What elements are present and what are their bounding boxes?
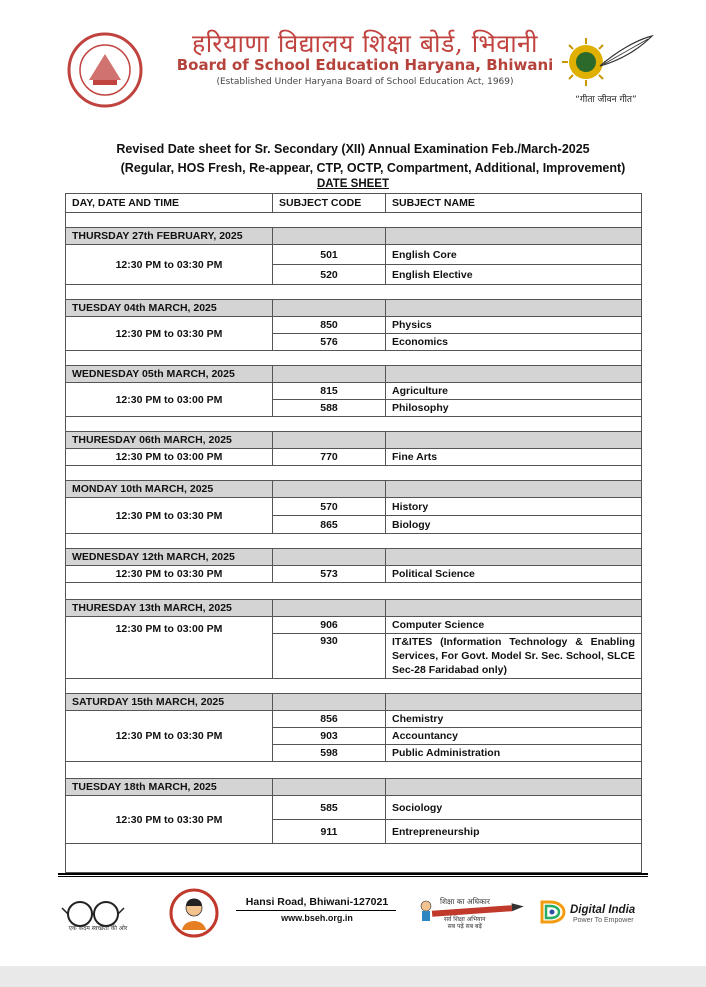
subject-code: 815 [273, 383, 386, 400]
document-subtitle: (Regular, HOS Fresh, Re-appear, CTP, OCTP, Compartment, Additional, Improvement) [120, 161, 626, 175]
digital-india-title: Digital India [570, 904, 636, 916]
bseh-seal-icon [55, 30, 155, 110]
exam-time: 12:30 PM to 03:30 PM [66, 566, 273, 583]
exam-day: WEDNESDAY 12th MARCH, 2025 [66, 549, 273, 566]
swachh-tagline: एक कदम स्वच्छता की ओर [68, 925, 128, 932]
subject-name: Accountancy [386, 728, 642, 745]
subject-code: 770 [273, 449, 386, 466]
exam-time: 12:30 PM to 03:30 PM [66, 245, 273, 285]
subject-name: Physics [386, 317, 642, 334]
subject-name: History [386, 498, 642, 516]
table-row [66, 245, 642, 265]
table-row [66, 566, 642, 583]
day-row [66, 432, 642, 449]
subject-code: 520 [273, 265, 386, 285]
subject-name: English Elective [386, 265, 642, 285]
letterhead [0, 0, 706, 120]
subject-name: Computer Science [386, 617, 642, 634]
exam-time: 12:30 PM to 03:00 PM [66, 617, 273, 679]
beti-bachao-icon [166, 888, 222, 938]
subject-code: 911 [273, 820, 386, 844]
subject-name: IT&ITES (Information Technology & Enabling Services, For Govt. Model Sr. Sec. School, SLCE Sec-28 Faridabad only) [386, 634, 642, 679]
date-sheet-heading: DATE SHEET [317, 178, 389, 190]
rte-tagline [444, 916, 485, 930]
table-row [66, 498, 642, 516]
subject-name: Sociology [386, 796, 642, 820]
sun-quill-emblem-icon [556, 32, 656, 88]
subject-name: Public Administration [386, 745, 642, 762]
spacer-row [66, 213, 642, 228]
table-row [66, 449, 642, 466]
board-motto: “गीता जीवन गीत” [575, 95, 637, 105]
subject-code: 570 [273, 498, 386, 516]
exam-day: THURESDAY 13th MARCH, 2025 [66, 600, 273, 617]
subject-name: Philosophy [386, 400, 642, 417]
exam-day: TUESDAY 04th MARCH, 2025 [66, 300, 273, 317]
subject-name: Fine Arts [386, 449, 642, 466]
column-header-day: DAY, DATE AND TIME [66, 194, 273, 213]
day-row [66, 549, 642, 566]
column-header-subject: SUBJECT NAME [386, 194, 642, 213]
subject-code: 850 [273, 317, 386, 334]
table-row [66, 796, 642, 820]
spacer-row [66, 534, 642, 549]
subject-code: 585 [273, 796, 386, 820]
day-row [66, 600, 642, 617]
address-divider [236, 910, 396, 911]
exam-time: 12:30 PM to 03:30 PM [66, 796, 273, 844]
subject-name: Political Science [386, 566, 642, 583]
swachh-bharat-icon [58, 898, 138, 938]
spacer-row [66, 762, 642, 779]
day-row [66, 228, 642, 245]
spacer-row [66, 844, 642, 873]
document-title: Revised Date sheet for Sr. Secondary (XII) Annual Examination Feb./March-2025 [116, 142, 590, 156]
table-row [66, 317, 642, 334]
subject-name: Entrepreneurship [386, 820, 642, 844]
subject-code: 906 [273, 617, 386, 634]
subject-code: 865 [273, 516, 386, 534]
exam-time: 12:30 PM to 03:30 PM [66, 317, 273, 351]
exam-day: WEDNESDAY 05th MARCH, 2025 [66, 366, 273, 383]
subject-code: 573 [273, 566, 386, 583]
footer-divider [58, 873, 648, 875]
spacer-row [66, 417, 642, 432]
established-note: (Established Under Haryana Board of School Education Act, 1969) [216, 77, 514, 87]
board-hindi-title: हरियाणा विद्यालय शिक्षा बोर्ड, भिवानी [191, 29, 539, 58]
column-header-code: SUBJECT CODE [273, 194, 386, 213]
day-row [66, 300, 642, 317]
page-bottom-band [0, 966, 706, 987]
subject-code: 930 [273, 634, 386, 679]
rte-title: शिक्षा का अधिकार [440, 897, 490, 906]
board-website[interactable]: www.bseh.org.in [281, 913, 353, 923]
table-header-row [66, 194, 642, 213]
subject-code: 903 [273, 728, 386, 745]
digital-india-tagline: Power To Empower [573, 917, 634, 924]
rte-tagline-line: सर्व शिक्षा अभियान [444, 916, 486, 923]
subject-code: 598 [273, 745, 386, 762]
spacer-row [66, 583, 642, 600]
subject-code: 501 [273, 245, 386, 265]
exam-day: SATURDAY 15th MARCH, 2025 [66, 694, 273, 711]
subject-name: Biology [386, 516, 642, 534]
exam-day: THURSDAY 27th FEBRUARY, 2025 [66, 228, 273, 245]
exam-time: 12:30 PM to 03:30 PM [66, 711, 273, 762]
spacer-row [66, 351, 642, 366]
exam-time: 12:30 PM to 03:30 PM [66, 498, 273, 534]
digital-india-icon [536, 898, 568, 926]
date-sheet-table [65, 193, 642, 873]
table-row [66, 383, 642, 400]
spacer-row [66, 285, 642, 300]
subject-code: 588 [273, 400, 386, 417]
subject-name: Economics [386, 334, 642, 351]
subject-name: Agriculture [386, 383, 642, 400]
footer-divider [58, 876, 648, 877]
rte-tagline-line: सब पढ़ें सब बढ़ें [447, 923, 482, 930]
exam-day: THURESDAY 06th MARCH, 2025 [66, 432, 273, 449]
table-row [66, 617, 642, 634]
board-address: Hansi Road, Bhiwani-127021 [245, 896, 389, 908]
spacer-row [66, 466, 642, 481]
exam-time: 12:30 PM to 03:00 PM [66, 449, 273, 466]
day-row [66, 694, 642, 711]
exam-day: MONDAY 10th MARCH, 2025 [66, 481, 273, 498]
spacer-row [66, 679, 642, 694]
day-row [66, 481, 642, 498]
day-row [66, 366, 642, 383]
day-row [66, 779, 642, 796]
subject-name: Chemistry [386, 711, 642, 728]
subject-code: 576 [273, 334, 386, 351]
board-english-title: Board of School Education Haryana, Bhiwani [176, 56, 554, 74]
subject-code: 856 [273, 711, 386, 728]
exam-time: 12:30 PM to 03:00 PM [66, 383, 273, 417]
subject-name: English Core [386, 245, 642, 265]
exam-day: TUESDAY 18th MARCH, 2025 [66, 779, 273, 796]
table-row [66, 711, 642, 728]
